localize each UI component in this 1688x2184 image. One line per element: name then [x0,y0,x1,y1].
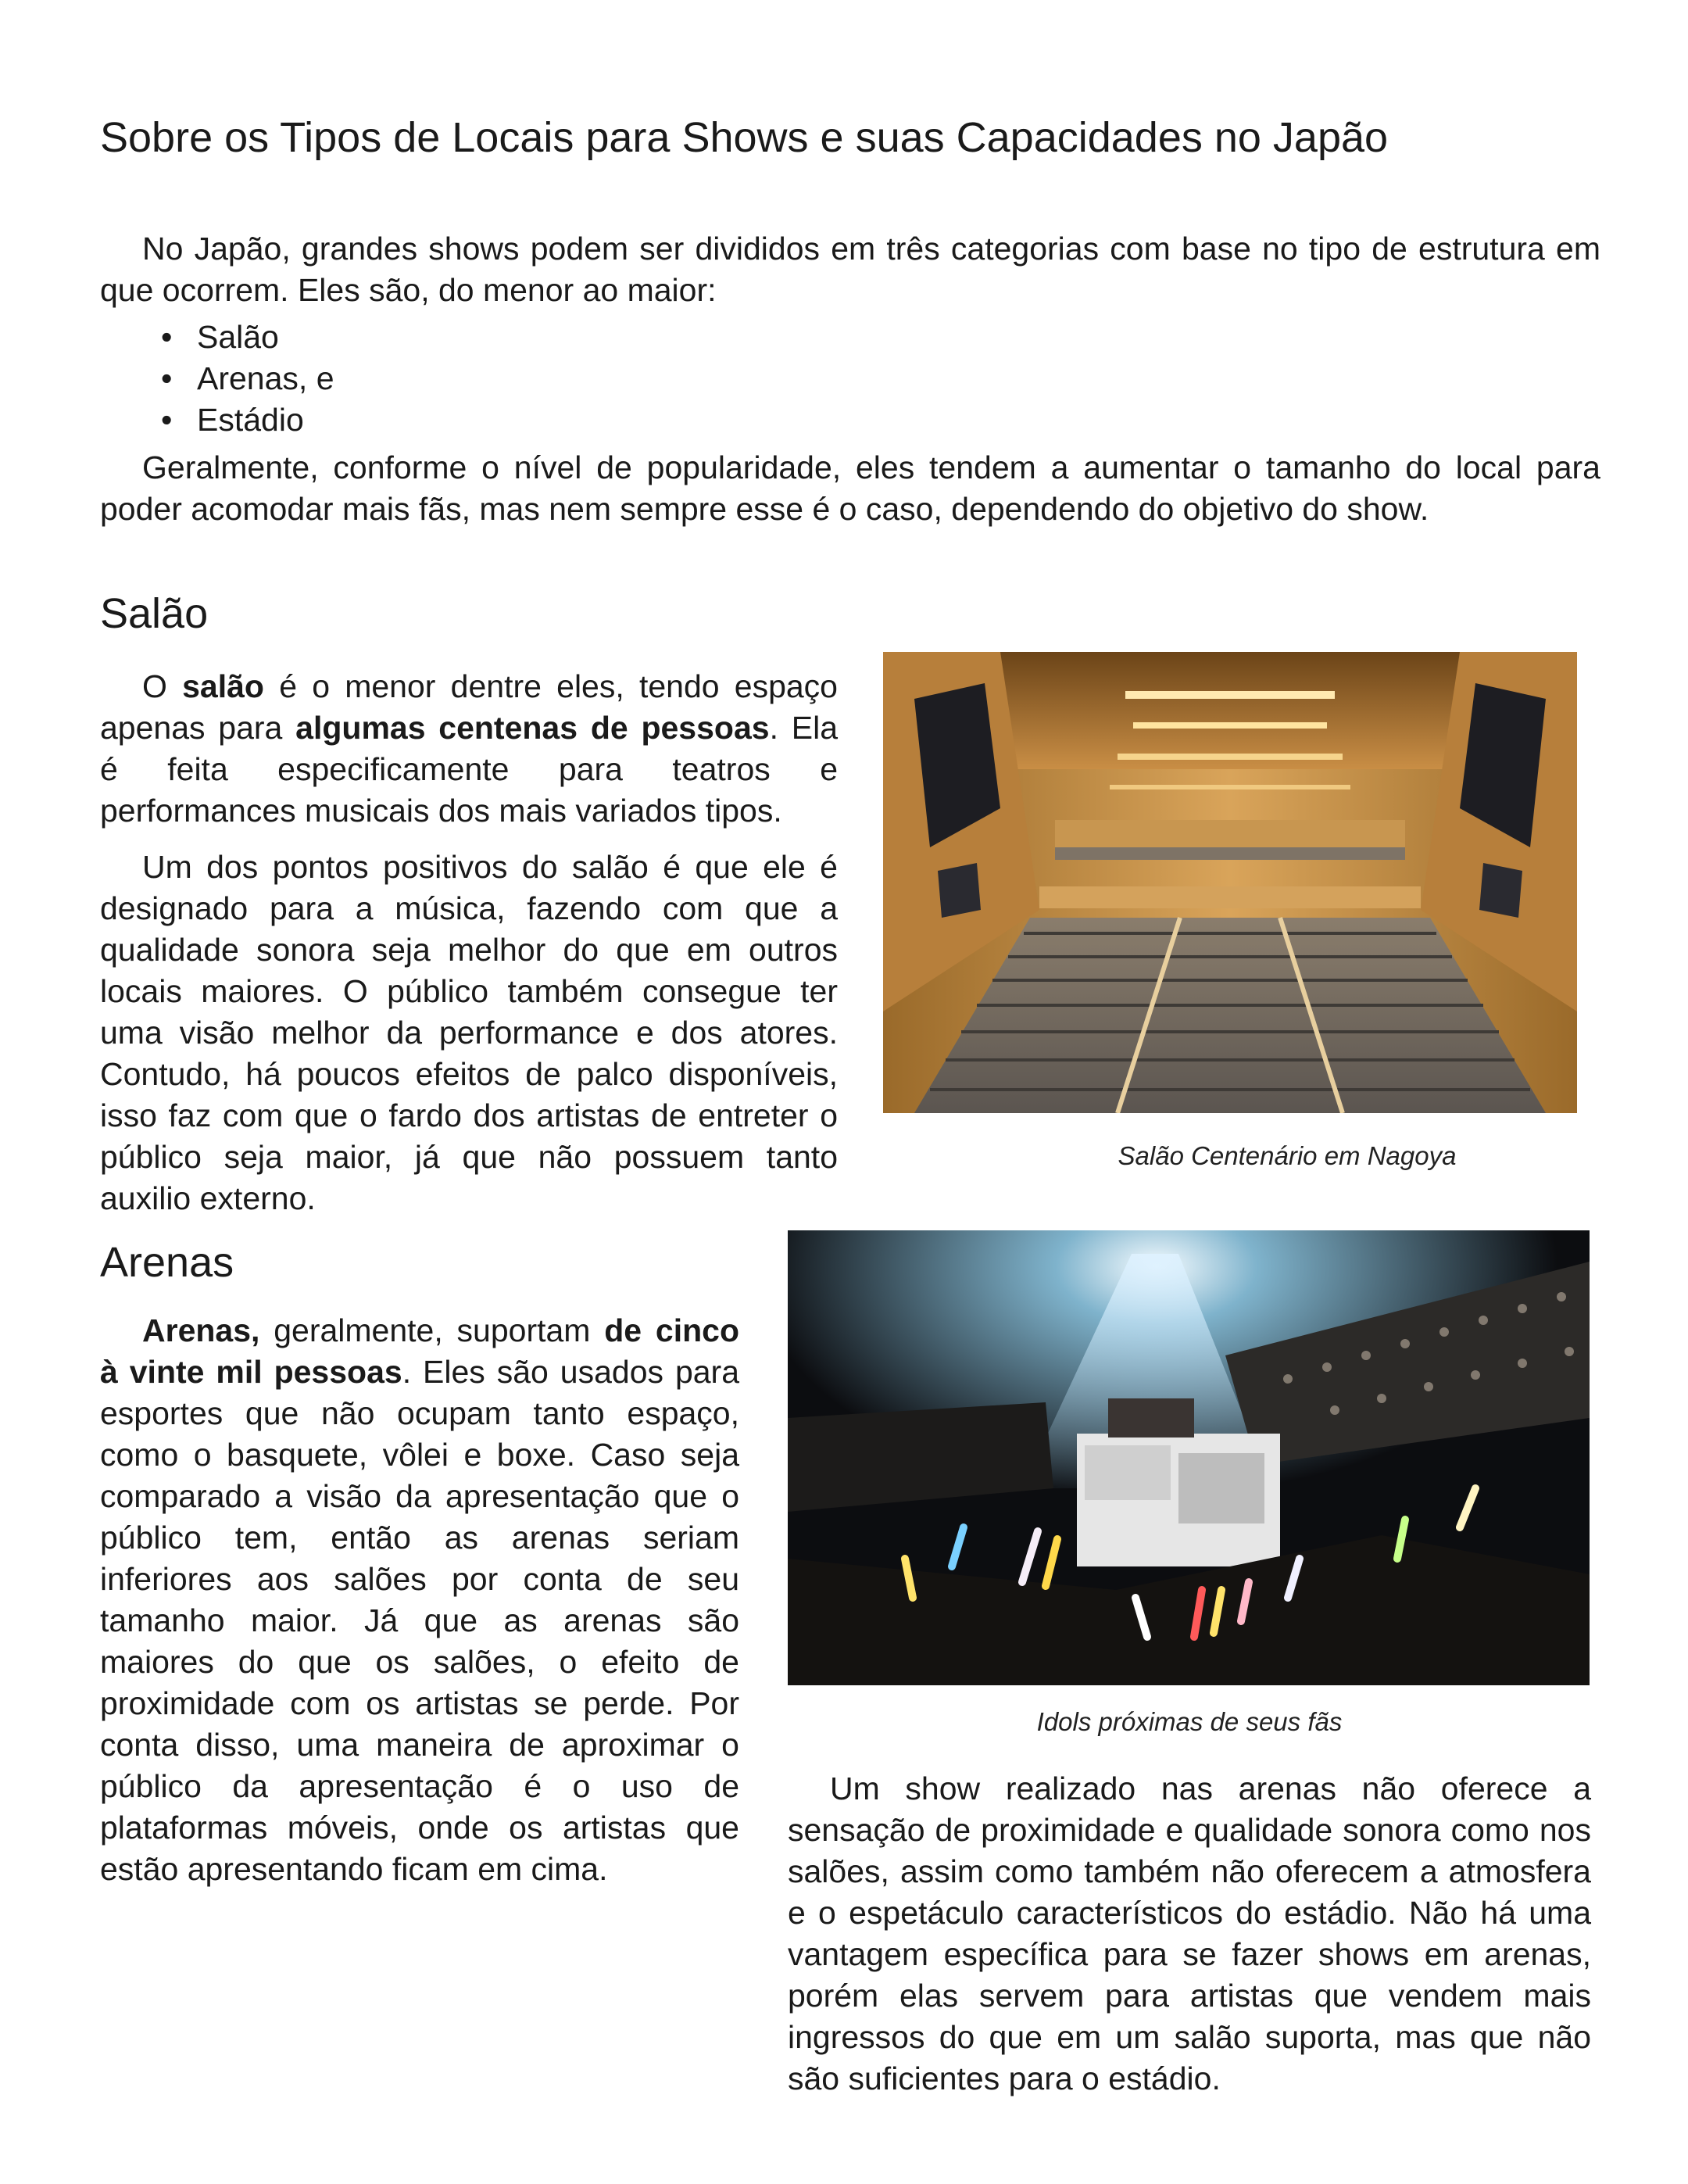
concert-hall-caption: Salão Centenário em Nagoya [1118,1141,1457,1170]
bold-text: algumas centenas de pessoas [295,710,770,746]
arenas-heading: Arenas [100,1239,234,1286]
salao-paragraph-1 [100,666,838,832]
intro-paragraph: No Japão, grandes shows podem ser divididos em três categorias com base no tipo de estrutura em que ocorrem. Eles são, do menor ao maior: [100,231,1600,308]
arena-concert-photo [788,1230,1590,1685]
text-span: é o menor dentre eles, tendo espaço apenas para [100,668,838,746]
concert-hall-photo [883,652,1577,1113]
list-item: • Estádio [156,399,334,441]
text-span: geralmente, suportam [259,1312,605,1348]
bold-text: salão [182,668,264,704]
text-span: . Eles são usados para esportes que não ocupam tanto espaço, como o basquete, vôlei e boxe. Caso seja comparado a visão da apresentação que o público tem, então as arenas seriam inferiores aos salões por conta de seu tamanho maior. Já que as arenas são maiores do que os salões, o efeito de proximidade com os artistas se perde. Por conta disso, uma maneira de aproximar o público da apresentação é o uso de plataformas móveis, onde os artistas que estão apresentando ficam em cima. [100,1354,739,1887]
list-item: • Salão [156,317,334,358]
text-span: . Ela é feita especificamente para teatros e performances musicais dos mais variados tipos. [100,710,838,829]
text-span: O [142,668,183,704]
page-title: Sobre os Tipos de Locais para Shows e suas Capacidades no Japão [100,114,1389,161]
arenas-paragraph-2: Um show realizado nas arenas não oferece a sensação de proximidade e qualidade sonora como nos salões, assim como também não oferecem a atmosfera e o espetáculo característicos do estádio. Não há uma vantagem específica para se fazer shows em arenas, porém elas servem para artistas que vendem mais ingressos do que em um salão suporta, mas que não são suficientes para o estádio. [788,1770,1591,2096]
arena-photo-caption: Idols próximas de seus fãs [1036,1707,1343,1736]
list-item: • Arenas, e [156,358,334,399]
arenas-paragraph-1 [100,1310,739,1890]
salao-paragraph-2: Um dos pontos positivos do salão é que ele é designado para a música, fazendo com que a qualidade sonora seja melhor do que em outros locais maiores. O público também consegue ter uma visão melhor da performance e dos atores. Contudo, há poucos efeitos de palco disponíveis, isso faz com que o fardo dos artistas de entreter o público seja maior, já que não possuem tanto auxilio externo. [100,849,838,1216]
venue-type-list [156,317,334,441]
intro-paragraph-2: Geralmente, conforme o nível de popularidade, eles tendem a aumentar o tamanho do local para poder acomodar mais fãs, mas nem sempre esse é o caso, dependendo do objetivo do show. [100,449,1600,527]
bold-text: de cinco à vinte mil pessoas [100,1312,740,1390]
salao-heading: Salão [100,590,209,637]
bold-text: Arenas, [142,1312,260,1348]
